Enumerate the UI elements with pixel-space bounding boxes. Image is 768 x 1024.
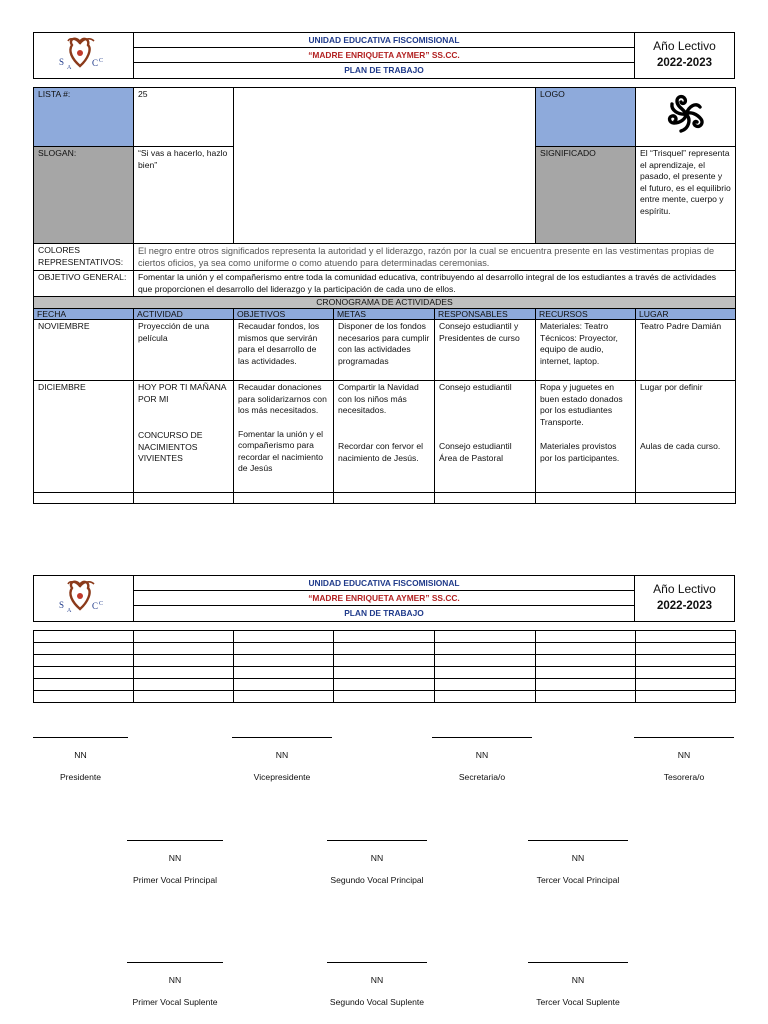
signer-name: NN bbox=[74, 750, 87, 760]
lista-label: LISTA #: bbox=[34, 88, 134, 147]
cell: DICIEMBRE bbox=[34, 381, 134, 493]
school-name: UNIDAD EDUCATIVA FISCOMISIONAL bbox=[134, 33, 635, 48]
trisquel-icon bbox=[664, 93, 708, 137]
plan-table bbox=[33, 87, 736, 504]
congregation-name: “MADRE ENRIQUETA AYMER” SS.CC. bbox=[134, 48, 635, 63]
document-header-2 bbox=[33, 575, 735, 622]
empty-row bbox=[34, 493, 736, 504]
school-logo bbox=[34, 33, 134, 79]
signer-role: Tesorera/o bbox=[663, 772, 705, 782]
cell bbox=[234, 381, 334, 493]
place-1: Lugar por definir bbox=[640, 382, 703, 392]
signer-name: NN bbox=[571, 975, 585, 985]
year-label: Año Lectivo bbox=[653, 582, 716, 597]
resource-1: Ropa y juguetes en buen estado donados por los estudiantes Transporte. bbox=[540, 382, 623, 427]
objetivo-value: Fomentar la unión y el compañerismo entre toda la comunidad educativa, contribuyendo al desarrollo integral de los estudiantes a través de actividades que proporcionen el desarrollo del liderazgo y la participación de cada uno de ellos. bbox=[134, 271, 736, 297]
signer-name: NN bbox=[677, 750, 691, 760]
svg-text:A: A bbox=[67, 65, 72, 71]
signer-name: NN bbox=[475, 750, 489, 760]
table-row bbox=[34, 381, 736, 493]
resource-2: Materiales provistos por los participantes. bbox=[540, 441, 620, 463]
signer-name: NN bbox=[370, 975, 384, 985]
place-2: Aulas de cada curso. bbox=[640, 441, 721, 451]
responsible-2: Consejo estudiantil Área de Pastoral bbox=[439, 441, 512, 463]
col-header: LUGAR bbox=[636, 309, 736, 320]
empty-grid bbox=[33, 630, 736, 703]
signature-line bbox=[327, 962, 427, 963]
cell: Teatro Padre Damián bbox=[636, 320, 736, 381]
signature-line bbox=[33, 737, 128, 738]
svg-text:C: C bbox=[92, 601, 99, 611]
goal-2: Recordar con fervor el nacimiento de Jesús. bbox=[338, 441, 424, 463]
signer-role: Primer Vocal Principal bbox=[132, 875, 218, 885]
signer-name: NN bbox=[571, 853, 585, 863]
signature-line bbox=[528, 962, 628, 963]
svg-text:C: C bbox=[99, 601, 104, 607]
slogan-label: SLOGAN: bbox=[34, 147, 134, 244]
cell: Proyección de una película bbox=[134, 320, 234, 381]
document-header bbox=[33, 32, 735, 79]
blank-area bbox=[234, 88, 536, 244]
signer-role: Tercer Vocal Principal bbox=[536, 875, 620, 885]
responsible-1: Consejo estudiantil bbox=[439, 382, 512, 392]
cronograma-header-row bbox=[34, 309, 736, 320]
cronograma-title: CRONOGRAMA DE ACTIVIDADES bbox=[34, 297, 736, 309]
objective-2: Fomentar la unión y el compañerismo para recordar el nacimiento de Jesús bbox=[238, 428, 324, 473]
lista-value: 25 bbox=[134, 88, 234, 147]
school-logo bbox=[34, 576, 134, 622]
signature-vocal-principal-3 bbox=[518, 840, 638, 885]
year-label: Año Lectivo bbox=[653, 39, 716, 54]
significado-value: El “Trisquel” representa el aprendizaje, el pasado, el presente y el futuro, es el equilibrio entre mente, cuerpo y espíritu. bbox=[636, 147, 736, 244]
col-header: OBJETIVOS bbox=[234, 309, 334, 320]
cell: Recaudar fondos, los mismos que servirán para el desarrollo de las actividades. bbox=[234, 320, 334, 381]
signature-line bbox=[127, 962, 223, 963]
svg-text:C: C bbox=[92, 58, 99, 68]
goal-1: Compartir la Navidad con los niños más necesitados. bbox=[338, 382, 419, 415]
signer-role: Vicepresidente bbox=[253, 772, 311, 782]
table-row bbox=[34, 320, 736, 381]
col-header: RESPONSABLES bbox=[435, 309, 536, 320]
signature-line bbox=[528, 840, 628, 841]
school-logo-icon bbox=[34, 576, 133, 617]
signature-vocal-suplente-1 bbox=[120, 962, 230, 1007]
year-value: 2022-2023 bbox=[657, 57, 712, 70]
signature-vocal-principal-1 bbox=[120, 840, 230, 885]
col-header: RECURSOS bbox=[536, 309, 636, 320]
cell: Materiales: Teatro Técnicos: Proyector, equipo de audio, internet, laptop. bbox=[536, 320, 636, 381]
colores-label: COLORES REPRESENTATIVOS: bbox=[34, 244, 134, 271]
signature-vocal-suplente-3 bbox=[518, 962, 638, 1007]
signer-role: Segundo Vocal Principal bbox=[330, 875, 424, 885]
academic-year bbox=[635, 33, 735, 79]
signature-treasurer bbox=[634, 737, 734, 782]
signature-line bbox=[432, 737, 532, 738]
signature-line bbox=[127, 840, 223, 841]
activity-2: CONCURSO DE NACIMIENTOS VIVIENTES bbox=[138, 430, 203, 463]
logo-label: LOGO bbox=[536, 88, 636, 147]
academic-year bbox=[635, 576, 735, 622]
school-name: UNIDAD EDUCATIVA FISCOMISIONAL bbox=[134, 576, 635, 591]
colores-value: El negro entre otros significados representa la autoridad y el liderazgo, razón por la cual se encuentra presente en las vestimentas propias de ciertos oficios, ya sea como uniforme o como atuendo para determinadas ceremonias. bbox=[134, 244, 736, 271]
objective-1: Recaudar donaciones para solidarizarnos con los más necesitados. bbox=[238, 382, 327, 415]
cell bbox=[134, 381, 234, 493]
signer-name: NN bbox=[370, 853, 384, 863]
cell: Consejo estudiantil y Presidentes de curso bbox=[435, 320, 536, 381]
activity-1: HOY POR TI MAÑANA POR MI bbox=[138, 382, 227, 404]
cell: NOVIEMBRE bbox=[34, 320, 134, 381]
trisquel-logo bbox=[636, 88, 736, 147]
svg-text:S: S bbox=[59, 57, 65, 67]
col-header: ACTIVIDAD bbox=[134, 309, 234, 320]
objetivo-label: OBJETIVO GENERAL: bbox=[34, 271, 134, 297]
cell bbox=[435, 381, 536, 493]
signer-role: Presidente bbox=[59, 772, 102, 782]
signature-line bbox=[634, 737, 734, 738]
document-title: PLAN DE TRABAJO bbox=[134, 63, 635, 78]
signer-name: NN bbox=[275, 750, 289, 760]
signer-role: Primer Vocal Suplente bbox=[132, 997, 218, 1007]
slogan-value: “Si vas a hacerlo, hazlo bien” bbox=[134, 147, 234, 244]
signer-name: NN bbox=[168, 975, 182, 985]
signature-line bbox=[327, 840, 427, 841]
cell bbox=[636, 381, 736, 493]
col-header: METAS bbox=[334, 309, 435, 320]
signature-secretary bbox=[432, 737, 532, 782]
signature-vocal-suplente-2 bbox=[317, 962, 437, 1007]
school-logo-icon bbox=[34, 33, 133, 74]
signature-line bbox=[232, 737, 332, 738]
signer-name: NN bbox=[168, 853, 182, 863]
signature-vicepresident bbox=[232, 737, 332, 782]
year-value: 2022-2023 bbox=[657, 600, 712, 613]
cell bbox=[536, 381, 636, 493]
signer-role: Secretaria/o bbox=[458, 772, 506, 782]
svg-text:A: A bbox=[67, 608, 72, 614]
signer-role: Segundo Vocal Suplente bbox=[329, 997, 425, 1007]
signature-president bbox=[33, 737, 128, 782]
signature-vocal-principal-2 bbox=[317, 840, 437, 885]
cell: Disponer de los fondos necesarios para cumplir con las actividades programadas bbox=[334, 320, 435, 381]
congregation-name: “MADRE ENRIQUETA AYMER” SS.CC. bbox=[134, 591, 635, 606]
col-header: FECHA bbox=[34, 309, 134, 320]
svg-text:S: S bbox=[59, 600, 65, 610]
document-title: PLAN DE TRABAJO bbox=[134, 606, 635, 621]
cell bbox=[334, 381, 435, 493]
signer-role: Tercer Vocal Suplente bbox=[536, 997, 620, 1007]
significado-label: SIGNIFICADO bbox=[536, 147, 636, 244]
svg-text:C: C bbox=[99, 58, 104, 64]
